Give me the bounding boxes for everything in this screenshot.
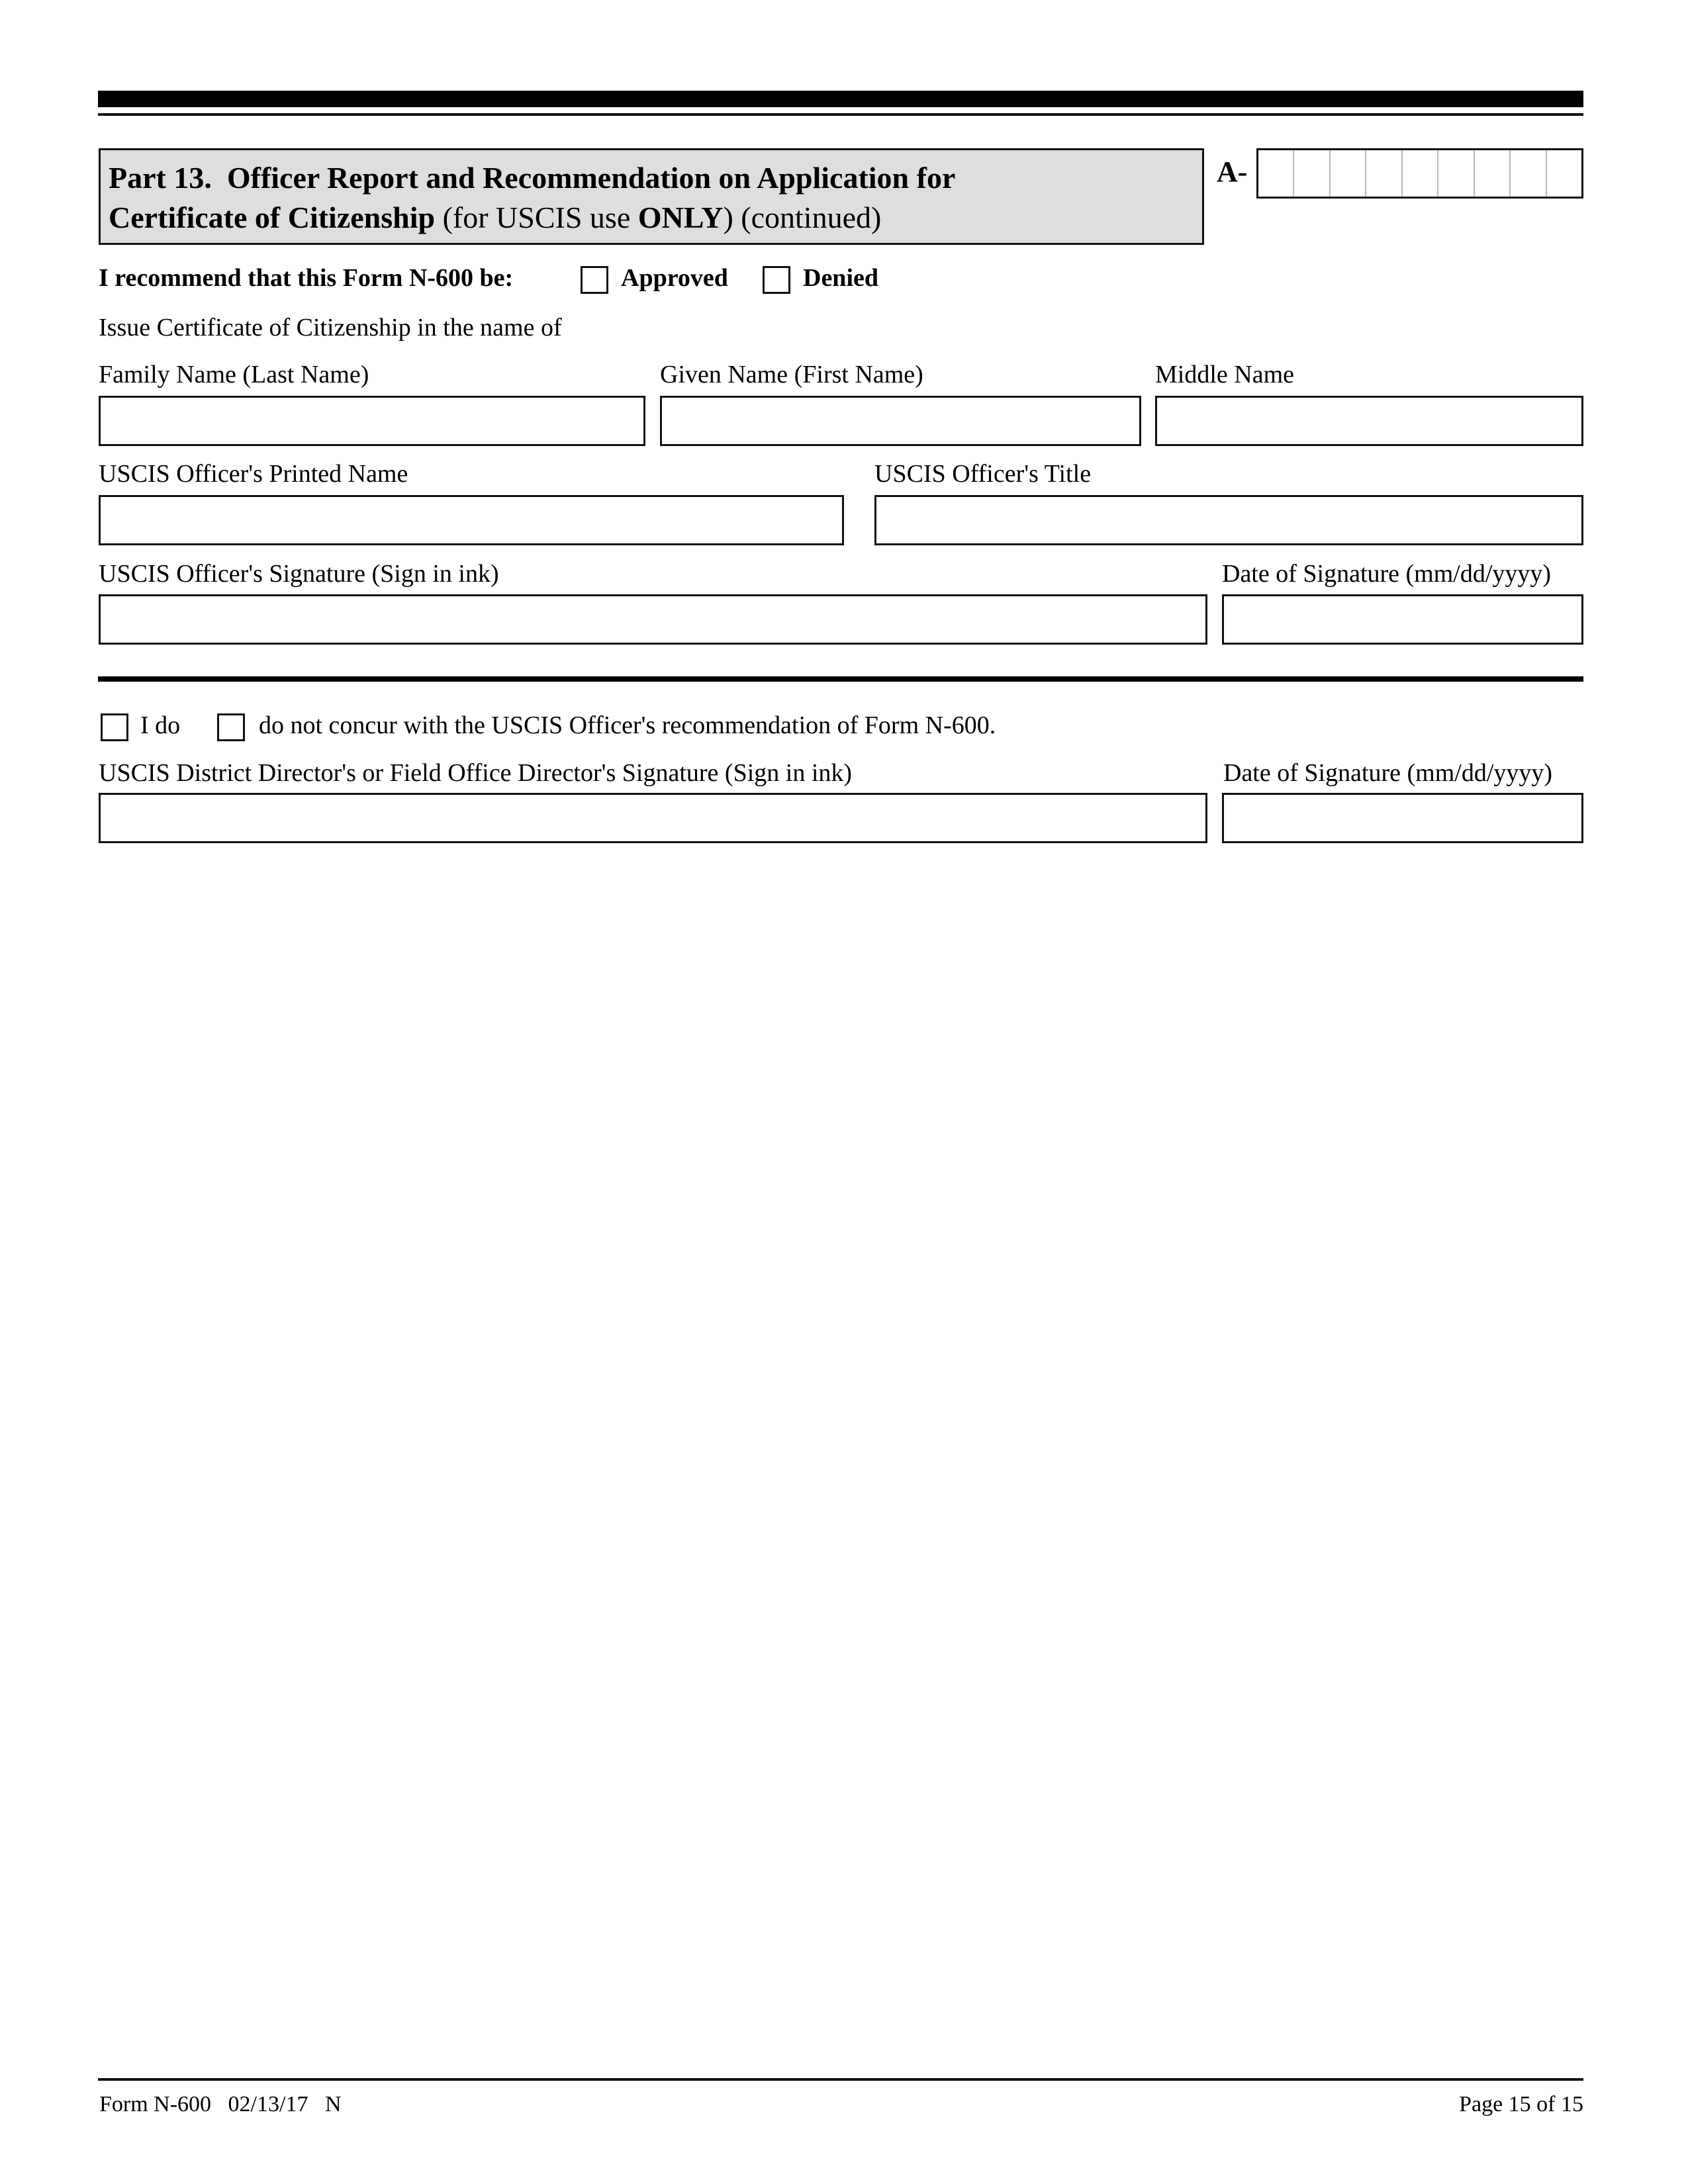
section-divider	[98, 676, 1583, 682]
a-number-cell[interactable]	[1258, 150, 1294, 197]
family-name-field[interactable]	[99, 396, 645, 446]
a-number-cell[interactable]	[1366, 150, 1402, 197]
officer-date-field[interactable]	[1222, 594, 1583, 645]
officer-printed-name-field[interactable]	[99, 495, 844, 545]
given-name-label: Given Name (First Name)	[660, 361, 923, 388]
part-title-note-2: ) (continued)	[723, 201, 882, 234]
recommendation-prompt: I recommend that this Form N-600 be:	[99, 264, 514, 292]
part-title	[109, 158, 955, 238]
footer-rule	[98, 2078, 1583, 2081]
officer-printed-name-label: USCIS Officer's Printed Name	[99, 460, 408, 488]
part-title-line-2: Certificate of Citizenship	[109, 201, 436, 234]
part-title-line-1: Officer Report and Recommendation on Application for	[226, 161, 956, 195]
issue-certificate-intro: Issue Certificate of Citizenship in the name of	[99, 314, 562, 341]
director-date-label: Date of Signature (mm/dd/yyyy)	[1223, 759, 1553, 787]
not-concur-checkbox[interactable]	[217, 713, 245, 741]
director-signature-label: USCIS District Director's or Field Office Director's Signature (Sign in ink)	[99, 759, 853, 787]
part-title-only: ONLY	[637, 201, 724, 234]
officer-title-field[interactable]	[874, 495, 1583, 545]
given-name-field[interactable]	[660, 396, 1141, 446]
director-signature-field[interactable]	[99, 793, 1207, 843]
denied-checkbox[interactable]	[763, 266, 790, 294]
footer-form-id: Form N-600 02/13/17 N	[99, 2092, 342, 2116]
a-number-cell[interactable]	[1475, 150, 1511, 197]
a-number-input[interactable]	[1256, 148, 1583, 199]
family-name-label: Family Name (Last Name)	[99, 361, 369, 388]
a-number-label: A-	[1217, 156, 1248, 188]
officer-title-label: USCIS Officer's Title	[874, 460, 1092, 488]
footer-page-number: Page 15 of 15	[1459, 2092, 1583, 2116]
middle-name-label: Middle Name	[1155, 361, 1295, 388]
middle-name-field[interactable]	[1155, 396, 1583, 446]
a-number-cell[interactable]	[1547, 150, 1581, 197]
top-thin-rule	[98, 113, 1583, 116]
part-title-note-1: (for USCIS use	[435, 201, 638, 234]
a-number-cell[interactable]	[1438, 150, 1474, 197]
part-header	[99, 148, 1204, 245]
a-number-cell[interactable]	[1294, 150, 1330, 197]
concur-checkbox[interactable]	[101, 713, 128, 741]
approved-checkbox[interactable]	[581, 266, 608, 294]
officer-signature-label: USCIS Officer's Signature (Sign in ink)	[99, 560, 499, 588]
denied-label: Denied	[803, 264, 878, 292]
approved-label: Approved	[621, 264, 728, 292]
a-number-cell[interactable]	[1403, 150, 1438, 197]
top-thick-rule	[98, 91, 1583, 107]
officer-date-label: Date of Signature (mm/dd/yyyy)	[1222, 560, 1552, 588]
not-concur-label: do not concur with the USCIS Officer's recommendation of Form N-600.	[259, 711, 996, 739]
a-number-cell[interactable]	[1511, 150, 1546, 197]
officer-signature-field[interactable]	[99, 594, 1207, 645]
director-date-field[interactable]	[1222, 793, 1583, 843]
part-number: Part 13.	[109, 161, 212, 195]
a-number-cell[interactable]	[1331, 150, 1366, 197]
concur-label: I do	[140, 711, 181, 739]
